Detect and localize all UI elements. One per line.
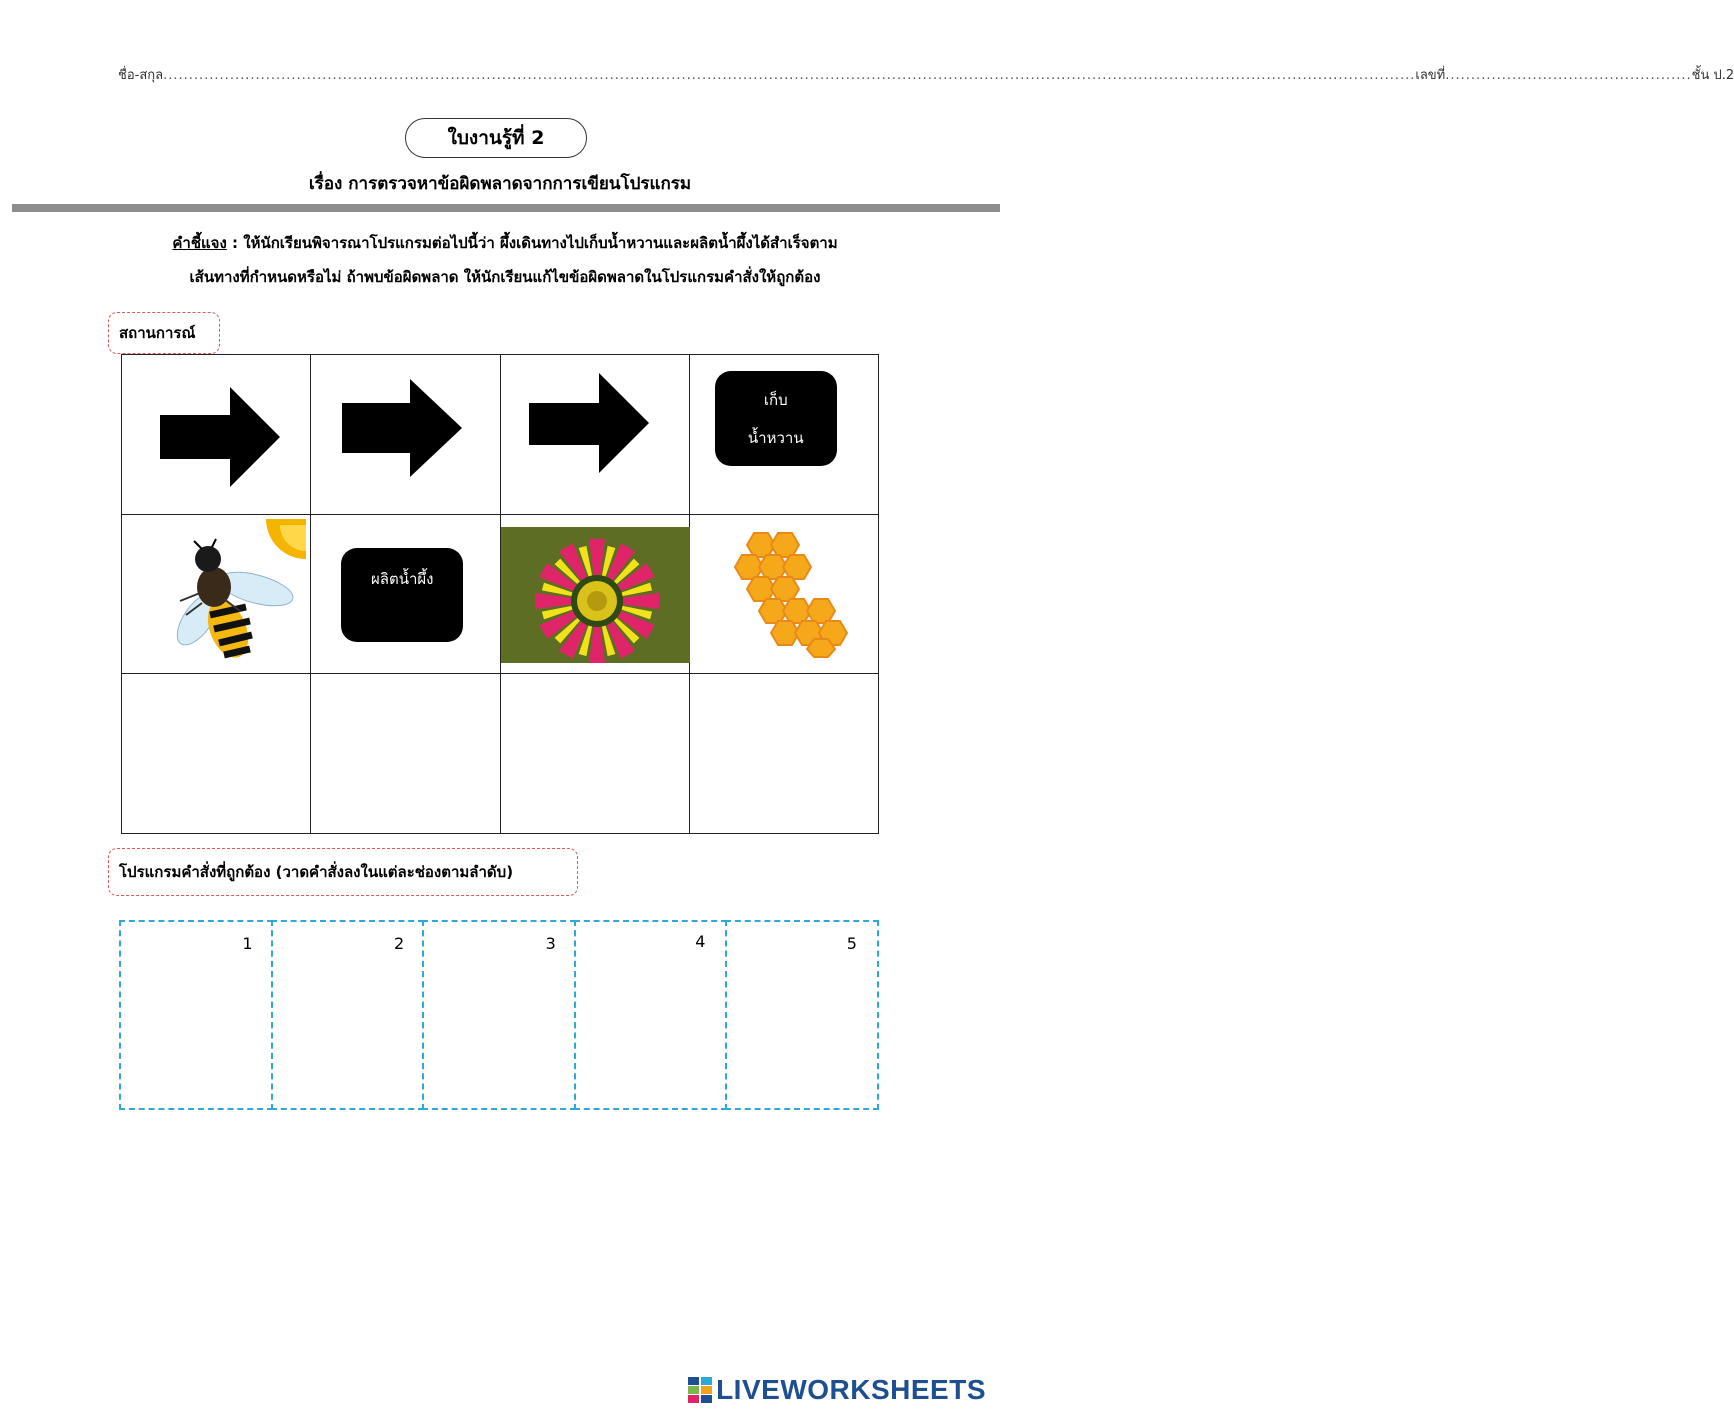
number-field[interactable]: ................................................	[1445, 68, 1692, 83]
answer-box-3[interactable]	[422, 920, 576, 1110]
name-field[interactable]: ....................................................................................................................................................................................................................................................	[163, 68, 1416, 83]
instruction	[110, 226, 900, 294]
page-subtitle: เรื่อง การตรวจหาข้อผิดพลาดจากการเขียนโปรแกรม	[308, 174, 692, 194]
answer-row	[119, 920, 879, 1110]
answer-box-4[interactable]	[574, 920, 728, 1110]
honeycomb-image	[728, 527, 850, 659]
instruction-label: คำชี้แจง	[172, 234, 227, 252]
grid-cell	[311, 515, 500, 674]
bee-image	[166, 541, 296, 667]
answer-box-5[interactable]	[725, 920, 879, 1110]
answer-box-2[interactable]	[271, 920, 425, 1110]
class-label: ชั้น ป.2	[1691, 68, 1734, 83]
situation-label: สถานการณ์	[108, 312, 220, 354]
divider	[12, 204, 1000, 212]
liveworksheets-logo[interactable]	[688, 1373, 986, 1407]
arrow-right-icon	[342, 379, 462, 477]
answer-number: 4	[695, 932, 706, 951]
grid-cell	[500, 674, 689, 834]
flower-image	[501, 527, 690, 663]
grid-cell	[689, 355, 878, 515]
instruction-line2: เส้นทางที่กำหนดหรือไม่ ถ้าพบข้อผิดพลาด ให้นักเรียนแก้ไขข้อผิดพลาดในโปรแกรมคำสั่งให้ถูกต้อง	[189, 268, 821, 286]
instruction-line1: : ให้นักเรียนพิจารณาโปรแกรมต่อไปนี้ว่า ผึ้งเดินทางไปเก็บน้ำหวานและผลิตน้ำผึ้งได้สำเร็จตาม	[226, 234, 838, 252]
grid-cell	[500, 515, 689, 674]
grid-cell	[122, 674, 311, 834]
arrow-right-icon	[160, 387, 280, 487]
answer-number: 2	[394, 934, 405, 953]
collect-nectar-line2: น้ำหวาน	[747, 428, 804, 447]
grid-cell	[122, 515, 311, 674]
number-label: เลขที่	[1415, 68, 1446, 83]
header-fields	[118, 64, 1734, 88]
answer-number: 3	[545, 934, 556, 953]
logo-grid-icon	[688, 1377, 712, 1403]
arrow-right-icon	[529, 373, 649, 473]
grid-cell	[122, 355, 311, 515]
produce-honey-command: ผลิตน้ำผึ้ง	[341, 548, 463, 642]
grid-cell	[311, 355, 500, 515]
page-title: ใบงานรู้ที่ 2	[405, 118, 587, 158]
answer-box-1[interactable]	[119, 920, 273, 1110]
answer-number: 1	[242, 934, 253, 953]
grid-cell	[689, 515, 878, 674]
program-label: โปรแกรมคำสั่งที่ถูกต้อง (วาดคำสั่งลงในแต่ละช่องตามลำดับ)	[108, 848, 578, 896]
grid-cell	[689, 674, 878, 834]
collect-nectar-line1: เก็บ	[763, 390, 788, 409]
grid-cell	[500, 355, 689, 515]
name-label: ชื่อ-สกุล	[118, 68, 164, 83]
answer-number: 5	[846, 934, 857, 953]
logo-text: LIVEWORKSHEETS	[716, 1374, 986, 1405]
situation-grid	[121, 354, 879, 834]
collect-nectar-command	[715, 371, 837, 466]
grid-cell	[311, 674, 500, 834]
